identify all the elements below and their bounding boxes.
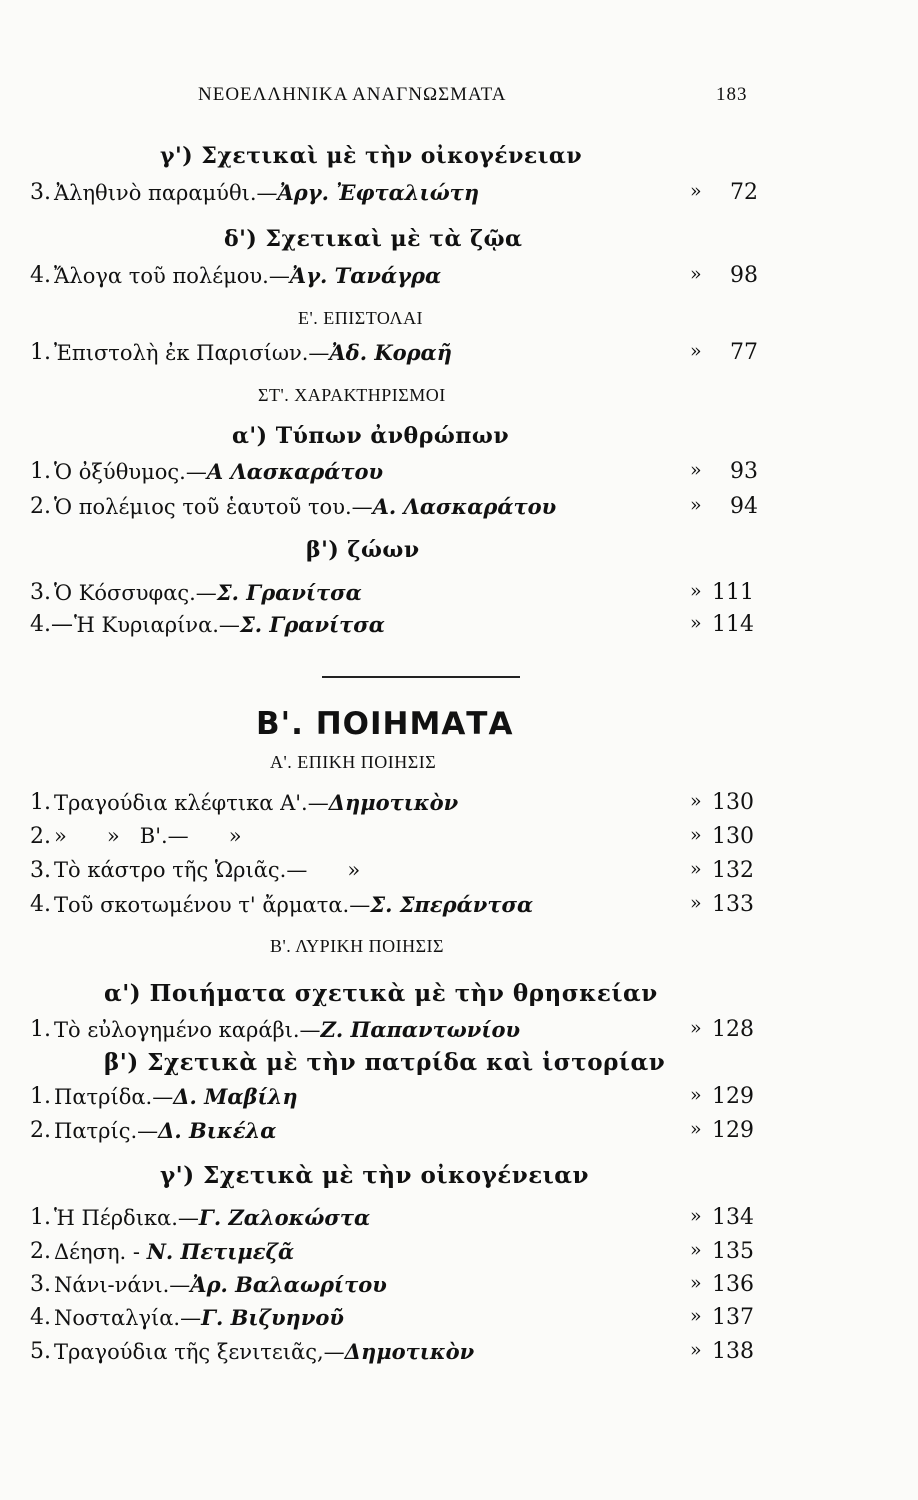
entry-number: 2. xyxy=(30,824,51,849)
ditto-mark: » xyxy=(690,1017,702,1039)
section-heading: Ε'. ΕΠΙΣΤΟΛΑΙ xyxy=(298,308,424,328)
entry-page: 130 xyxy=(712,824,754,849)
entry-number: 1. xyxy=(30,1084,51,1109)
entry-page: 94 xyxy=(730,494,758,519)
entry-number: 2. xyxy=(30,1118,51,1143)
section-heading: ΣΤ'. ΧΑΡΑΚΤΗΡΙΣΜΟΙ xyxy=(258,385,446,405)
entry-number: 1. xyxy=(30,790,51,815)
entry-author: Ἀργ. Ἐφταλιώτη xyxy=(277,180,480,205)
ditto-mark: » xyxy=(690,824,702,846)
entry-title: Τραγούδια τῆς ξενιτειᾶς,—Δημοτικὸν xyxy=(54,1339,475,1364)
entry-author: Γ. Βιζυηνοῦ xyxy=(201,1305,344,1330)
entry-page: 129 xyxy=(712,1084,754,1109)
entry-number: 2. xyxy=(30,1239,51,1264)
section-heading: Β'. ΛΥΡΙΚΗ ΠΟΙΗΣΙΣ xyxy=(270,936,445,956)
ditto-mark: » xyxy=(690,1239,702,1261)
entry-page: 114 xyxy=(712,612,754,637)
subsection-heading: γ') Σχετικαὶ μὲ τὴν οἰκογένειαν xyxy=(160,143,583,169)
subsection-heading: δ') Σχετικαὶ μὲ τὰ ζῷα xyxy=(224,226,523,252)
ditto-mark: » xyxy=(690,340,702,362)
toc-entry xyxy=(0,612,918,646)
entry-number: 4. xyxy=(30,892,51,917)
toc-entry xyxy=(0,892,918,926)
toc-entry xyxy=(0,494,918,528)
entry-page: 72 xyxy=(730,180,758,205)
entry-author: Ἀδ. Κοραῆ xyxy=(329,340,452,365)
page-number: 183 xyxy=(716,84,748,105)
entry-page: 133 xyxy=(712,892,754,917)
entry-page: 138 xyxy=(712,1339,754,1364)
entry-page: 135 xyxy=(712,1239,754,1264)
entry-title: Ὁ Κόσσυφας.—Σ. Γρανίτσα xyxy=(54,580,362,605)
entry-page: 128 xyxy=(712,1017,754,1042)
toc-entry xyxy=(0,1084,918,1118)
subsection-heading: β') Σχετικὰ μὲ τὴν πατρίδα καὶ ἱστορίαν xyxy=(104,1049,666,1076)
entry-number: 3. xyxy=(30,1272,51,1297)
toc-entry xyxy=(0,1272,918,1306)
entry-page: 132 xyxy=(712,858,754,883)
entry-title: Νοσταλγία.—Γ. Βιζυηνοῦ xyxy=(54,1305,344,1330)
entry-title: Ὁ πολέμιος τοῦ ἑαυτοῦ του.—Α. Λασκαράτου xyxy=(54,494,557,519)
entry-number: 4. xyxy=(30,1305,51,1330)
entry-page: 134 xyxy=(712,1205,754,1230)
entry-number: 1. xyxy=(30,1017,51,1042)
entry-title: » » Β'.— » xyxy=(54,824,242,848)
ditto-mark: » xyxy=(690,1084,702,1106)
entry-title: Ἀληθινὸ παραμύθι.—Ἀργ. Ἐφταλιώτη xyxy=(54,180,480,205)
entry-page: 129 xyxy=(712,1118,754,1143)
toc-entry xyxy=(0,340,918,374)
entry-title: Νάνι-νάνι.—Ἀρ. Βαλαωρίτου xyxy=(54,1272,387,1297)
ditto-mark: » xyxy=(690,1272,702,1294)
toc-entry xyxy=(0,824,918,858)
entry-title: Τὸ κάστρο τῆς Ὡριᾶς.— » xyxy=(54,858,361,882)
toc-entry xyxy=(0,1239,918,1273)
entry-title: Ὁ ὀξύθυμος.—Α Λασκαράτου xyxy=(54,459,384,484)
toc-entry xyxy=(0,1305,918,1339)
ditto-mark: » xyxy=(690,1305,702,1327)
entry-number: 4.— xyxy=(30,612,73,637)
ditto-mark: » xyxy=(690,180,702,202)
divider-rule xyxy=(322,676,520,678)
entry-author: Α Λασκαράτου xyxy=(206,459,384,484)
subsection-heading: β') ζώων xyxy=(306,537,420,563)
running-header-title: ΝΕΟΕΛΛΗΝΙΚΑ ΑΝΑΓΝΩΣΜΑΤΑ xyxy=(198,84,507,105)
entry-title: Πατρίς.—Δ. Βικέλα xyxy=(54,1118,277,1143)
entry-title: Ἡ Κυριαρίνα.—Σ. Γρανίτσα xyxy=(74,612,385,637)
toc-entry xyxy=(0,858,918,892)
entry-number: 1. xyxy=(30,1205,51,1230)
entry-page: 77 xyxy=(730,340,758,365)
ditto-mark: » xyxy=(690,858,702,880)
entry-title: Τοῦ σκοτωμένου τ' ἄρματα.—Σ. Σπεράντσα xyxy=(54,892,534,917)
entry-page: 136 xyxy=(712,1272,754,1297)
toc-entry xyxy=(0,1118,918,1152)
toc-entry xyxy=(0,1205,918,1239)
toc-entry xyxy=(0,180,918,214)
entry-number: 3. xyxy=(30,580,51,605)
toc-entry xyxy=(0,459,918,493)
entry-author: Α. Λασκαράτου xyxy=(372,494,557,519)
entry-number: 4. xyxy=(30,263,51,288)
entry-number: 3. xyxy=(30,858,51,883)
entry-title: Πατρίδα.—Δ. Μαβίλη xyxy=(54,1084,298,1109)
entry-number: 5. xyxy=(30,1339,51,1364)
ditto-mark: » xyxy=(690,790,702,812)
entry-author: Ζ. Παπαντωνίου xyxy=(320,1017,521,1042)
entry-number: 2. xyxy=(30,494,51,519)
entry-page: 93 xyxy=(730,459,758,484)
ditto-mark: » xyxy=(690,263,702,285)
entry-page: 130 xyxy=(712,790,754,815)
entry-page: 137 xyxy=(712,1305,754,1330)
entry-author: Γ. Ζαλοκώστα xyxy=(198,1205,371,1230)
ditto-mark: » xyxy=(690,1339,702,1361)
entry-title: Ἐπιστολὴ ἐκ Παρισίων.—Ἀδ. Κοραῆ xyxy=(54,340,452,365)
entry-author: Σ. Γρανίτσα xyxy=(216,580,362,605)
ditto-mark: » xyxy=(690,1118,702,1140)
entry-number: 1. xyxy=(30,459,51,484)
subsection-heading: α') Ποιήματα σχετικὰ μὲ τὴν θρησκείαν xyxy=(104,980,658,1007)
entry-number: 3. xyxy=(30,180,51,205)
entry-author: Ἀρ. Βαλαωρίτου xyxy=(190,1272,387,1297)
entry-page: 98 xyxy=(730,263,758,288)
part-heading: Β'. ΠΟΙΗΜΑΤΑ xyxy=(256,706,514,742)
entry-title: Τὸ εὐλογημένο καράβι.—Ζ. Παπαντωνίου xyxy=(54,1017,521,1042)
entry-author: Ἀγ. Τανάγρα xyxy=(289,263,442,288)
entry-title: Τραγούδια κλέφτικα Α'.—Δημοτικὸν xyxy=(54,790,459,815)
toc-entry xyxy=(0,1017,918,1051)
section-heading: Α'. ΕΠΙΚΗ ΠΟΙΗΣΙΣ xyxy=(270,752,437,772)
ditto-mark: » xyxy=(690,892,702,914)
entry-author: Σ. Γρανίτσα xyxy=(239,612,385,637)
entry-title: Ἄλογα τοῦ πολέμου.—Ἀγ. Τανάγρα xyxy=(54,263,442,288)
ditto-mark: » xyxy=(690,612,702,634)
entry-title: Ἡ Πέρδικα.—Γ. Ζαλοκώστα xyxy=(54,1205,371,1230)
subsection-heading: α') Τύπων ἀνθρώπων xyxy=(232,423,510,449)
subsection-heading: γ') Σχετικὰ μὲ τὴν οἰκογένειαν xyxy=(160,1162,589,1189)
toc-entry xyxy=(0,580,918,614)
entry-number: 1. xyxy=(30,340,51,365)
entry-title: Δέηση. - Ν. Πετιμεζᾶ xyxy=(54,1239,295,1264)
ditto-mark: » xyxy=(690,459,702,481)
entry-author: Δ. Μαβίλη xyxy=(173,1084,298,1109)
toc-entry xyxy=(0,1339,918,1373)
entry-author: Δημοτικὸν xyxy=(328,790,459,815)
entry-author: Ν. Πετιμεζᾶ xyxy=(146,1239,295,1264)
toc-entry xyxy=(0,790,918,824)
ditto-mark: » xyxy=(690,1205,702,1227)
entry-author: Σ. Σπεράντσα xyxy=(370,892,534,917)
entry-page: 111 xyxy=(712,580,754,605)
entry-author: Δημοτικὸν xyxy=(344,1339,475,1364)
toc-entry xyxy=(0,263,918,297)
ditto-mark: » xyxy=(690,494,702,516)
ditto-mark: » xyxy=(690,580,702,602)
entry-author: Δ. Βικέλα xyxy=(158,1118,277,1143)
